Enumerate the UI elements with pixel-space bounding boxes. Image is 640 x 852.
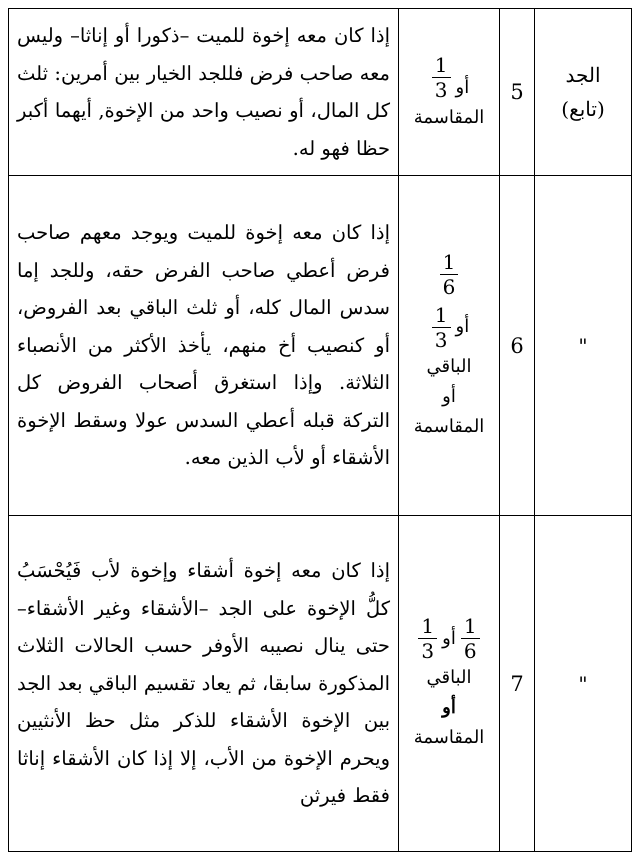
- category-cell: [535, 516, 632, 852]
- case-number: 7: [500, 516, 535, 852]
- or-label: أو: [442, 697, 456, 718]
- ditto-mark: ": [578, 671, 588, 696]
- muqasama-label: المقاسمة: [413, 415, 485, 437]
- share-cell: [399, 176, 500, 516]
- table-row: [9, 9, 632, 176]
- table-row: [9, 176, 632, 516]
- inheritance-table: [8, 8, 632, 852]
- or-label: أو: [442, 627, 456, 649]
- remainder-label: الباقي: [426, 667, 472, 688]
- remainder-label: الباقي: [426, 355, 472, 377]
- case-number: 6: [500, 176, 535, 516]
- case-description: إذا كان معه إخوة أشقاء وإخوة لأب فَيُحْسَبُ كلُّ الإخوة على الجد –الأشقاء وغير الأشقاء– حتى ينال نصيبه الأوفر حسب الحالات الثلاث المذكورة سابقا، ثم يعاد تقسيم الباقي بعد الجد بين الإخوة الأشقاء للذكر مثل حظ الأنثيين ويحرم الإخوة من الأب، إلا إذا كان الأشقاء إناثا فقط فيرثن: [9, 516, 399, 852]
- muqasama-label: المقاسمة: [413, 727, 485, 748]
- case-description: إذا كان معه إخوة للميت ويوجد معهم صاحب فرض أعطي صاحب الفرض حقه، وللجد إما سدس المال كله، أو ثلث الباقي بعد الفروض، أو كنصيب أخ منهم، يأخذ الأكثر من الأنصباء الثلاثة. وإذا استغرق أصحاب الفروض كل التركة قبله أعطي السدس عولا وسقط الإخوة الأشقاء أو لأب الذين معه.: [9, 176, 399, 516]
- ditto-mark: ": [578, 333, 588, 358]
- or-label: أو: [455, 77, 470, 98]
- share-cell: [399, 516, 500, 852]
- category-sub-label: (تابع): [561, 97, 605, 121]
- category-label: الجد: [565, 63, 601, 87]
- fraction-one-third: $\frac{1}{3}$: [432, 53, 451, 102]
- fraction-one-sixth: $\frac{1}{6}$: [440, 250, 459, 299]
- table-row: [9, 516, 632, 852]
- fraction-one-sixth: $\frac{1}{6}$: [461, 614, 480, 663]
- category-cell: [535, 176, 632, 516]
- share-cell: [399, 9, 500, 176]
- or-label: أو: [455, 316, 470, 337]
- case-number: 5: [500, 9, 535, 176]
- muqasama-label: المقاسمة: [413, 107, 485, 128]
- fraction-one-third: $\frac{1}{3}$: [432, 303, 451, 352]
- or-label: أو: [442, 385, 456, 407]
- case-description: إذا كان معه إخوة للميت –ذكورا أو إناثا– وليس معه صاحب فرض فللجد الخيار بين أمرين: ثلث كل المال، أو نصيب واحد من الإخوة, أيهما أكبر حظا فهو له.: [9, 9, 399, 176]
- fraction-one-third: $\frac{1}{3}$: [418, 614, 437, 663]
- category-cell: [535, 9, 632, 176]
